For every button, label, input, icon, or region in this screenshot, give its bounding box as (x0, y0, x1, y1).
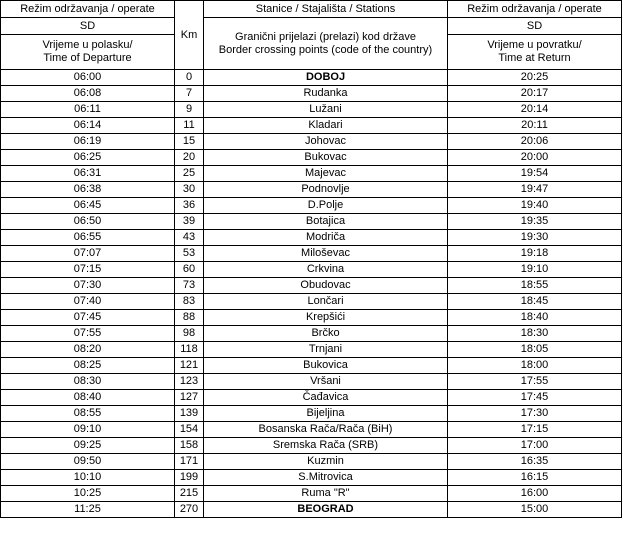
table-row (1, 358, 622, 374)
return-time-cell: 20:17 (448, 86, 622, 102)
km-cell: 127 (175, 390, 204, 406)
departure-time-cell: 07:55 (1, 326, 175, 342)
departure-time-cell: 06:50 (1, 214, 175, 230)
timetable-body (1, 70, 622, 518)
km-cell: 158 (175, 438, 204, 454)
km-header: Km (175, 1, 204, 70)
km-cell: 123 (175, 374, 204, 390)
departure-time-cell: 07:07 (1, 246, 175, 262)
departure-time-cell: 08:55 (1, 406, 175, 422)
return-time-cell: 16:15 (448, 470, 622, 486)
station-cell: Lužani (204, 102, 448, 118)
departure-time-cell: 10:25 (1, 486, 175, 502)
border-crossing-header (204, 18, 448, 70)
departure-time-cell: 10:10 (1, 470, 175, 486)
return-time-cell: 19:30 (448, 230, 622, 246)
table-row (1, 422, 622, 438)
table-row (1, 374, 622, 390)
departure-time-cell: 08:30 (1, 374, 175, 390)
table-row (1, 214, 622, 230)
km-cell: 39 (175, 214, 204, 230)
km-cell: 98 (175, 326, 204, 342)
departure-time-cell: 08:20 (1, 342, 175, 358)
return-time-cell: 20:06 (448, 134, 622, 150)
border-crossing-line1: Granični prijelazi (prelazi) kod države (235, 30, 416, 43)
table-row (1, 118, 622, 134)
return-time-cell: 17:15 (448, 422, 622, 438)
station-cell: Podnovlje (204, 182, 448, 198)
station-cell: Sremska Rača (SRB) (204, 438, 448, 454)
km-cell: 171 (175, 454, 204, 470)
stations-header: Stanice / Stajališta / Stations (204, 1, 448, 18)
return-line2: Time at Return (498, 52, 571, 64)
departure-time-cell: 08:40 (1, 390, 175, 406)
km-cell: 25 (175, 166, 204, 182)
table-row (1, 470, 622, 486)
departure-time-cell: 09:50 (1, 454, 175, 470)
return-time-cell: 15:00 (448, 502, 622, 518)
station-cell: Krepšići (204, 310, 448, 326)
departure-time-cell: 07:15 (1, 262, 175, 278)
km-cell: 53 (175, 246, 204, 262)
departure-time-cell: 06:55 (1, 230, 175, 246)
return-time-cell: 16:35 (448, 454, 622, 470)
return-line1: Vrijeme u povratku/ (487, 39, 582, 51)
departure-time-cell: 06:00 (1, 70, 175, 86)
station-cell: Lončari (204, 294, 448, 310)
departure-time-cell: 06:31 (1, 166, 175, 182)
station-cell: Bukovac (204, 150, 448, 166)
departure-time-cell: 08:25 (1, 358, 175, 374)
km-cell: 199 (175, 470, 204, 486)
table-row (1, 230, 622, 246)
station-cell: Modriča (204, 230, 448, 246)
sd-left-header: SD (1, 18, 175, 35)
table-row (1, 86, 622, 102)
km-cell: 20 (175, 150, 204, 166)
table-row (1, 182, 622, 198)
return-time-cell: 19:40 (448, 198, 622, 214)
regime-right-header: Režim održavanja / operate (448, 1, 622, 18)
return-time-cell: 17:45 (448, 390, 622, 406)
departure-line1: Vrijeme u polasku/ (42, 39, 133, 51)
km-cell: 88 (175, 310, 204, 326)
departure-time-cell: 06:19 (1, 134, 175, 150)
km-cell: 60 (175, 262, 204, 278)
station-cell: Botajica (204, 214, 448, 230)
station-cell: Bukovica (204, 358, 448, 374)
departure-time-cell: 09:10 (1, 422, 175, 438)
departure-time-cell: 06:14 (1, 118, 175, 134)
km-cell: 139 (175, 406, 204, 422)
station-cell: BEOGRAD (204, 502, 448, 518)
sd-right-header: SD (448, 18, 622, 35)
table-row (1, 278, 622, 294)
table-row (1, 166, 622, 182)
table-row (1, 310, 622, 326)
return-time-cell: 20:14 (448, 102, 622, 118)
return-header (448, 35, 622, 70)
table-row (1, 262, 622, 278)
km-cell: 30 (175, 182, 204, 198)
station-cell: Brčko (204, 326, 448, 342)
departure-time-cell: 06:38 (1, 182, 175, 198)
station-cell: Bosanska Rača/Rača (BiH) (204, 422, 448, 438)
return-time-cell: 18:05 (448, 342, 622, 358)
station-cell: S.Mitrovica (204, 470, 448, 486)
departure-time-cell: 09:25 (1, 438, 175, 454)
station-cell: Johovac (204, 134, 448, 150)
station-cell: Obudovac (204, 278, 448, 294)
return-time-cell: 19:35 (448, 214, 622, 230)
km-cell: 154 (175, 422, 204, 438)
return-time-cell: 17:00 (448, 438, 622, 454)
station-cell: Vršani (204, 374, 448, 390)
km-cell: 121 (175, 358, 204, 374)
return-time-cell: 18:40 (448, 310, 622, 326)
station-cell: Čađavica (204, 390, 448, 406)
km-cell: 7 (175, 86, 204, 102)
km-cell: 15 (175, 134, 204, 150)
table-row (1, 326, 622, 342)
table-row (1, 438, 622, 454)
table-row (1, 342, 622, 358)
table-row (1, 406, 622, 422)
station-cell: D.Polje (204, 198, 448, 214)
km-cell: 9 (175, 102, 204, 118)
return-time-cell: 19:47 (448, 182, 622, 198)
departure-time-cell: 07:30 (1, 278, 175, 294)
station-cell: Ruma "R" (204, 486, 448, 502)
table-row (1, 454, 622, 470)
km-cell: 11 (175, 118, 204, 134)
station-cell: Trnjani (204, 342, 448, 358)
return-time-cell: 18:30 (448, 326, 622, 342)
departure-time-cell: 06:08 (1, 86, 175, 102)
km-cell: 83 (175, 294, 204, 310)
departure-time-cell: 06:45 (1, 198, 175, 214)
return-time-cell: 19:54 (448, 166, 622, 182)
km-cell: 0 (175, 70, 204, 86)
return-time-cell: 20:11 (448, 118, 622, 134)
return-time-cell: 19:10 (448, 262, 622, 278)
departure-time-cell: 11:25 (1, 502, 175, 518)
departure-header (1, 35, 175, 70)
departure-line2: Time of Departure (43, 52, 132, 64)
station-cell: Crkvina (204, 262, 448, 278)
station-cell: Kuzmin (204, 454, 448, 470)
return-time-cell: 18:55 (448, 278, 622, 294)
table-row (1, 294, 622, 310)
station-cell: Kladari (204, 118, 448, 134)
return-time-cell: 20:00 (448, 150, 622, 166)
km-cell: 118 (175, 342, 204, 358)
timetable-header (1, 1, 622, 70)
km-cell: 270 (175, 502, 204, 518)
departure-time-cell: 07:45 (1, 310, 175, 326)
station-cell: Miloševac (204, 246, 448, 262)
km-cell: 73 (175, 278, 204, 294)
return-time-cell: 16:00 (448, 486, 622, 502)
table-row (1, 150, 622, 166)
departure-time-cell: 06:11 (1, 102, 175, 118)
table-row (1, 198, 622, 214)
station-cell: Majevac (204, 166, 448, 182)
return-time-cell: 19:18 (448, 246, 622, 262)
table-row (1, 486, 622, 502)
return-time-cell: 17:30 (448, 406, 622, 422)
regime-left-header: Režim održavanja / operate (1, 1, 175, 18)
km-cell: 36 (175, 198, 204, 214)
return-time-cell: 20:25 (448, 70, 622, 86)
return-time-cell: 18:00 (448, 358, 622, 374)
km-cell: 43 (175, 230, 204, 246)
km-cell: 215 (175, 486, 204, 502)
table-row (1, 246, 622, 262)
return-time-cell: 17:55 (448, 374, 622, 390)
departure-time-cell: 06:25 (1, 150, 175, 166)
departure-time-cell: 07:40 (1, 294, 175, 310)
station-cell: Rudanka (204, 86, 448, 102)
station-cell: DOBOJ (204, 70, 448, 86)
return-time-cell: 18:45 (448, 294, 622, 310)
table-row (1, 502, 622, 518)
table-row (1, 390, 622, 406)
border-crossing-line2: Border crossing points (code of the country) (218, 43, 433, 56)
table-row (1, 134, 622, 150)
station-cell: Bijeljina (204, 406, 448, 422)
table-row (1, 70, 622, 86)
table-row (1, 102, 622, 118)
